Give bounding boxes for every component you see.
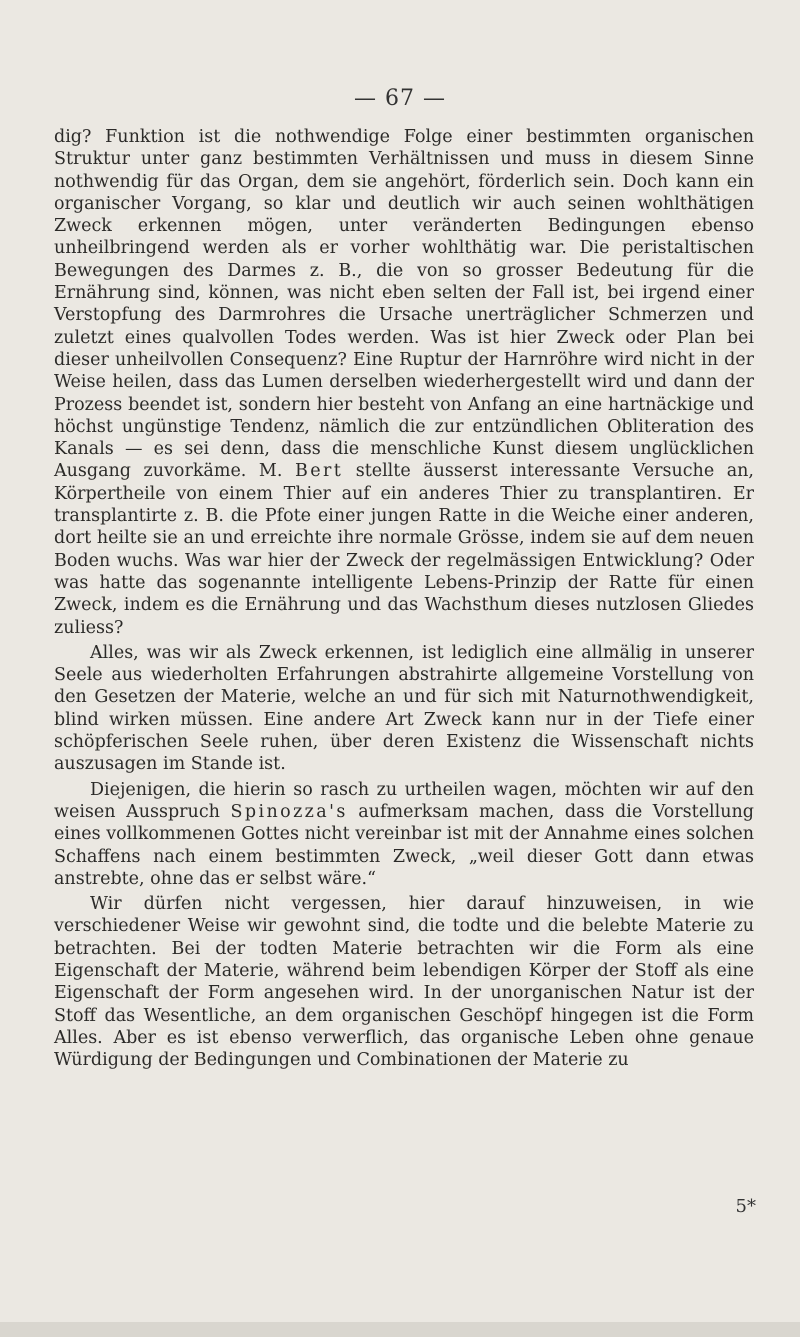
paragraph-4-text: Wir dürfen nicht vergessen, hier darauf hinzuweisen, in wie verschiedener Weise wir gewohnt sind, die todte und die belebte Materie zu betrachten. Bei der todten Materie betrachten wir die Form als eine Eigenschaft der Materie, während beim lebendigen Körper der Stoff als eine Eigenschaft der Form angesehen wird. In der unorganischen Natur ist der Stoff das Wesentliche, an dem organischen Geschöpf hingegen ist die Form Alles. Aber es ist ebenso verwerflich, das organische Leben ohne genaue Würdigung der Bedingungen und Combinationen der Materie zu [54, 894, 754, 1071]
paragraph-2-text: Alles, was wir als Zweck erkennen, ist lediglich eine allmälig in unserer Seele aus wiederholten Erfahrungen abstrahirte allgemeine Vorstellung von den Gesetzen der Materie, welche an und für sich mit Naturnothwendigkeit, blind wirken müssen. Eine andere Art Zweck kann nur in der Tiefe einer schöpferischen Seele ruhen, über deren Existenz die Wissenschaft nichts auszusagen im Stande ist. [54, 642, 754, 775]
paragraph-4 [54, 893, 754, 1071]
paragraph-3-text: Diejenigen, die hierin so rasch zu urtheilen wagen, möchten wir auf den weisen Ausspruch [54, 779, 754, 822]
author-name-spinozza: Spinozza's [230, 801, 348, 822]
body-text [54, 126, 754, 1071]
paragraph-1-text: dig? Funktion ist die nothwendige Folge einer bestimmten organischen Struktur unter ganz bestimmten Verhältnissen und muss in diesem Sinne nothwendig für das Organ, dem sie angehört, förderlich sein. Doch kann ein organischer Vorgang, so klar und deutlich wir auch seinen wohlthätigen Zweck erkennen mögen, unter veränderten Bedingungen ebenso unheilbringend werden als er vorher wohlthätig war. Die peristaltischen Bewegungen des Darmes z. B., die von so grosser Bedeutung für die Ernährung sind, können, was nicht eben selten der Fall ist, bei irgend einer Verstopfung des Darmrohres die Ursache unerträglicher Schmerzen und zuletzt eines qualvollen Todes werden. Was ist hier Zweck oder Plan bei dieser unheilvollen Consequenz? Eine Ruptur der Harnröhre wird nicht in der Weise heilen, dass das Lumen derselben wiederhergestellt wird und dann der Prozess beendet ist, sondern hier besteht von Anfang an eine hartnäckige und höchst ungünstige Tendenz, nämlich die zur entzündlichen Obliteration des Kanals — es sei denn, dass die menschliche Kunst diesem unglücklichen Ausgang zuvorkäme. M. [54, 127, 754, 482]
paragraph-2 [54, 642, 754, 776]
page-bottom-edge [0, 1322, 800, 1337]
page-number: — 67 — [354, 86, 446, 111]
paragraph-1-text-after: stellte äusserst interessante Versuche an, Körpertheile von einem Thier auf ein anderes Thier zu transplantiren. Er transplantirte z. B. die Pfote einer jungen Ratte in die Weiche einer anderen, dort heilte sie an und erreichte ihre normale Grösse, indem sie auf dem neuen Boden wuchs. Was war hier der Zweck der regelmässigen Entwicklung? Oder was hatte das sogenannte intelligente Lebens-Prinzip der Ratte für einen Zweck, indem es die Ernährung und das Wachsthum dieses nutzlosen Gliedes zuliess? [54, 461, 754, 638]
author-name-bert: Bert [294, 461, 344, 482]
paragraph-3-text-after: aufmerksam machen, dass die Vorstellung eines vollkommenen Gottes nicht vereinbar ist mit der Annahme eines solchen Schaffens nach einem bestimmten Zweck, „weil dieser Gott dann etwas anstrebte, ohne das er selbst wäre.“ [54, 801, 754, 889]
signature-mark: 5* [735, 1196, 756, 1217]
paragraph-3 [54, 779, 754, 890]
paragraph-1 [54, 126, 754, 639]
